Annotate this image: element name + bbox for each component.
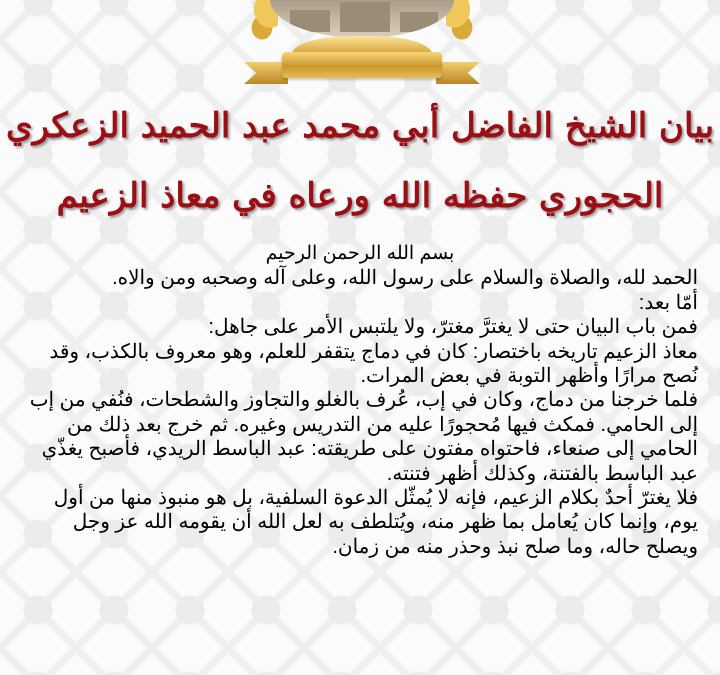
page-title-line-2: الحجوري حفظه الله ورعاه في معاذ الزعيم (56, 176, 664, 216)
paragraph-intro: فمن باب البيان حتى لا يغترَّ مغترّ، ولا يلتبس الأمر على جاهل: (208, 316, 698, 339)
ribbon-tail-right (436, 62, 480, 84)
paragraph-warning: فلا يغترّ أحدٌ بكلام الزعيم، فإنه لا يُمثّل الدعوة السلفية، بل هو منبوذ منها من أول يوم، وإنما كان يُعامل بما ظهر منه، ويُتلطف به لعل الله أن يقومه الله عز وجل ويصلح حاله، وما صلح نبذ وحذر منه من زمان. (53, 487, 698, 558)
paragraph-praise: الحمد لله، والصلاة والسلام على رسول الله، وعلى آله وصحبه ومن والاه. (112, 267, 698, 290)
paragraph-amma-bad: أمّا بعد: (638, 291, 698, 314)
statement-body (22, 242, 698, 559)
golden-ribbon-banner (282, 52, 442, 78)
paragraph-history: معاذ الزعيم تاريخه باختصار: كان في دماج يتقفر للعلم، وهو معروف بالكذب، وقد نُصح مرارًا وأظهر التوبة في بعض المرات. (49, 340, 698, 388)
basmala: بسم الله الرحمن الرحيم (265, 243, 455, 264)
page-title-line-1: بيان الشيخ الفاضل أبي محمد عبد الحميد الزعكري (5, 106, 715, 146)
header-emblem (222, 0, 502, 96)
building-photo (270, 0, 454, 38)
paragraph-exile: فلما خرجنا من دماج، وكان في إب، عُرف بالغلو والتجاوز والشطحات، فنُفي من إب إلى الحامي. فمكث فيها مُحجورًا عليه من التدريس وغيره. ثم خرج بعد ذلك من الحامي إلى صنعاء، فاحتواه مفتون على طريقته: عبد الباسط الريدي، فأصبح يغذّي عبد الباسط بالفتنة، وكذلك أظهر فتنته. (29, 389, 698, 485)
